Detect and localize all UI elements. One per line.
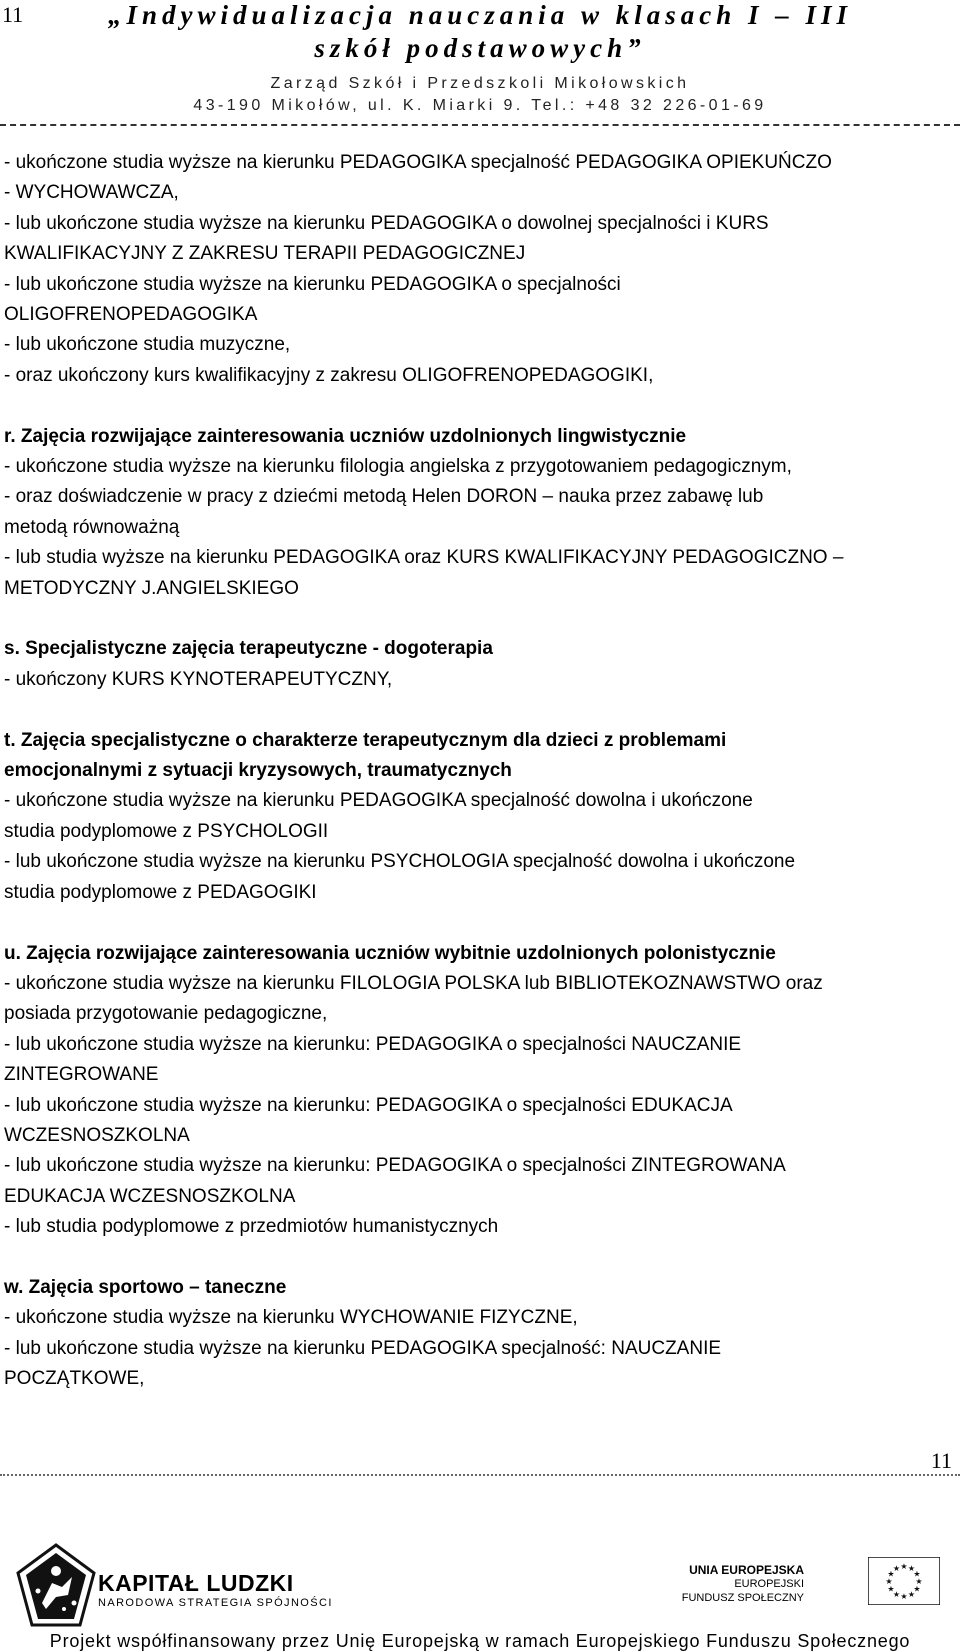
text-line: posiada przygotowanie pedagogiczne, <box>4 1003 328 1025</box>
text-line: - lub studia podyplomowe z przedmiotów humanistycznych <box>4 1216 499 1238</box>
text-line: - WYCHOWAWCZA, <box>4 182 179 204</box>
eu-star-icon: ★ <box>892 1564 901 1574</box>
eu-star-icon: ★ <box>887 1569 895 1579</box>
document-body <box>4 148 954 1395</box>
text-line: - lub ukończone studia muzyczne, <box>4 334 291 356</box>
text-line: - ukończone studia wyższe na kierunku PEDAGOGIKA specjalność dowolna i ukończone <box>4 790 753 812</box>
text-line: - lub ukończone studia wyższe na kierunku PEDAGOGIKA specjalność: NAUCZANIE <box>4 1337 722 1359</box>
blank-line <box>4 604 954 634</box>
blank-line <box>4 391 954 421</box>
kapital-ludzki-subtitle: NARODOWA STRATEGIA SPÓJNOŚCI <box>98 1597 333 1609</box>
text-line: WCZESNOSZKOLNA <box>4 1124 190 1146</box>
text-line: - ukończone studia wyższe na kierunku filologia angielska z przygotowaniem pedagogicznym, <box>4 456 792 478</box>
eu-star-icon: ★ <box>885 1577 893 1586</box>
eu-star-icon: ★ <box>900 1592 908 1601</box>
text-line: - ukończone studia wyższe na kierunku FILOLOGIA POLSKA lub BIBLIOTEKOZNAWSTWO oraz <box>4 972 823 994</box>
section-heading: u. Zajęcia rozwijające zainteresowania uczniów wybitnie uzdolnionych polonistycznie <box>4 942 776 964</box>
eu-name: UNIA EUROPEJSKA <box>689 1563 804 1577</box>
text-line: OLIGOFRENOPEDAGOGIKA <box>4 304 258 326</box>
text-line: - lub ukończone studia wyższe na kierunku: PEDAGOGIKA o specjalności EDUKACJA <box>4 1094 733 1116</box>
text-line: - oraz doświadczenie w pracy z dziećmi metodą Helen DORON – nauka przez zabawę lub <box>4 486 764 508</box>
eu-fund-label <box>682 1563 804 1605</box>
footer-divider <box>0 1474 960 1476</box>
text-line: - lub ukończone studia wyższe na kierunku PEDAGOGIKA o dowolnej specjalności i KURS <box>4 212 769 234</box>
document-title-line-2: szkół podstawowych” <box>314 33 646 63</box>
section-heading: r. Zajęcia rozwijające zainteresowania uczniów uzdolnionych lingwistycznie <box>4 425 687 447</box>
eu-star-icon: ★ <box>900 1562 908 1571</box>
eu-fund-name-line-2: FUNDUSZ SPOŁECZNY <box>681 1592 804 1604</box>
page-number-top: 11 <box>2 2 24 27</box>
eu-star-icon: ★ <box>887 1584 895 1594</box>
text-line: studia podyplomowe z PSYCHOLOGII <box>4 820 329 842</box>
section-heading: emocjonalnymi z sytuacji kryzysowych, traumatycznych <box>4 760 512 782</box>
kapital-ludzki-logo-icon <box>16 1543 96 1627</box>
kapital-ludzki-title: KAPITAŁ LUDZKI <box>98 1570 294 1596</box>
text-line: - ukończony KURS KYNOTERAPEUTYCZNY, <box>4 668 393 690</box>
eu-star-icon: ★ <box>907 1564 916 1574</box>
section-heading: w. Zajęcia sportowo – taneczne <box>4 1276 287 1298</box>
text-line: - ukończone studia wyższe na kierunku PEDAGOGIKA specjalność PEDAGOGIKA OPIEKUŃCZO <box>4 152 832 173</box>
text-line: - lub ukończone studia wyższe na kierunku: PEDAGOGIKA o specjalności ZINTEGROWANA <box>4 1155 786 1177</box>
header-divider <box>0 124 960 126</box>
text-line: studia podyplomowe z PEDAGOGIKI <box>4 881 317 903</box>
text-line: - lub ukończone studia wyższe na kierunku: PEDAGOGIKA o specjalności NAUCZANIE <box>4 1033 742 1055</box>
eu-fund-name-line-1: EUROPEJSKI <box>734 1578 804 1590</box>
text-line: ZINTEGROWANE <box>4 1064 159 1086</box>
document-title-line-1: „Indywidualizacja nauczania w klasach I – III <box>107 0 853 30</box>
page-number-bottom: 11 <box>930 1448 952 1473</box>
text-line: METODYCZNY J.ANGIELSKIEGO <box>4 577 299 599</box>
cofinancing-notice: Projekt współfinansowany przez Unię Europejską w ramach Europejskiego Funduszu Społecznego <box>49 1631 911 1651</box>
text-line: EDUKACJA WCZESNOSZKOLNA <box>4 1185 296 1207</box>
eu-star-icon: ★ <box>915 1577 923 1586</box>
blank-line <box>4 1243 954 1273</box>
eu-star-icon: ★ <box>913 1584 921 1594</box>
text-line: - ukończone studia wyższe na kierunku WYCHOWANIE FIZYCZNE, <box>4 1307 578 1329</box>
text-line: - lub ukończone studia wyższe na kierunku PEDAGOGIKA o specjalności <box>4 273 621 295</box>
text-line: POCZĄTKOWE, <box>4 1368 145 1390</box>
text-line: KWALIFIKACYJNY Z ZAKRESU TERAPII PEDAGOGICZNEJ <box>4 243 526 265</box>
text-line: metodą równoważną <box>4 516 180 538</box>
organization-address: 43-190 Mikołów, ul. K. Miarki 9. Tel.: +48 32 226-01-69 <box>193 97 767 114</box>
text-line: - oraz ukończony kurs kwalifikacyjny z zakresu OLIGOFRENOPEDAGOGIKI, <box>4 364 654 386</box>
section-heading: s. Specjalistyczne zajęcia terapeutyczne - dogoterapia <box>4 638 493 660</box>
blank-line <box>4 908 954 938</box>
text-line: - lub ukończone studia wyższe na kierunku PSYCHOLOGIA specjalność dowolna i ukończone <box>4 851 796 873</box>
organization-name: Zarząd Szkół i Przedszkoli Mikołowskich <box>270 75 690 92</box>
eu-flag-icon <box>868 1557 940 1605</box>
eu-star-icon: ★ <box>892 1589 901 1599</box>
section-heading: t. Zajęcia specjalistyczne o charakterze terapeutycznym dla dzieci z problemami <box>4 729 727 751</box>
text-line: - lub studia wyższe na kierunku PEDAGOGIKA oraz KURS KWALIFIKACYJNY PEDAGOGICZNO – <box>4 547 844 569</box>
eu-star-icon: ★ <box>913 1569 921 1579</box>
blank-line <box>4 695 954 725</box>
eu-star-icon: ★ <box>907 1589 916 1599</box>
